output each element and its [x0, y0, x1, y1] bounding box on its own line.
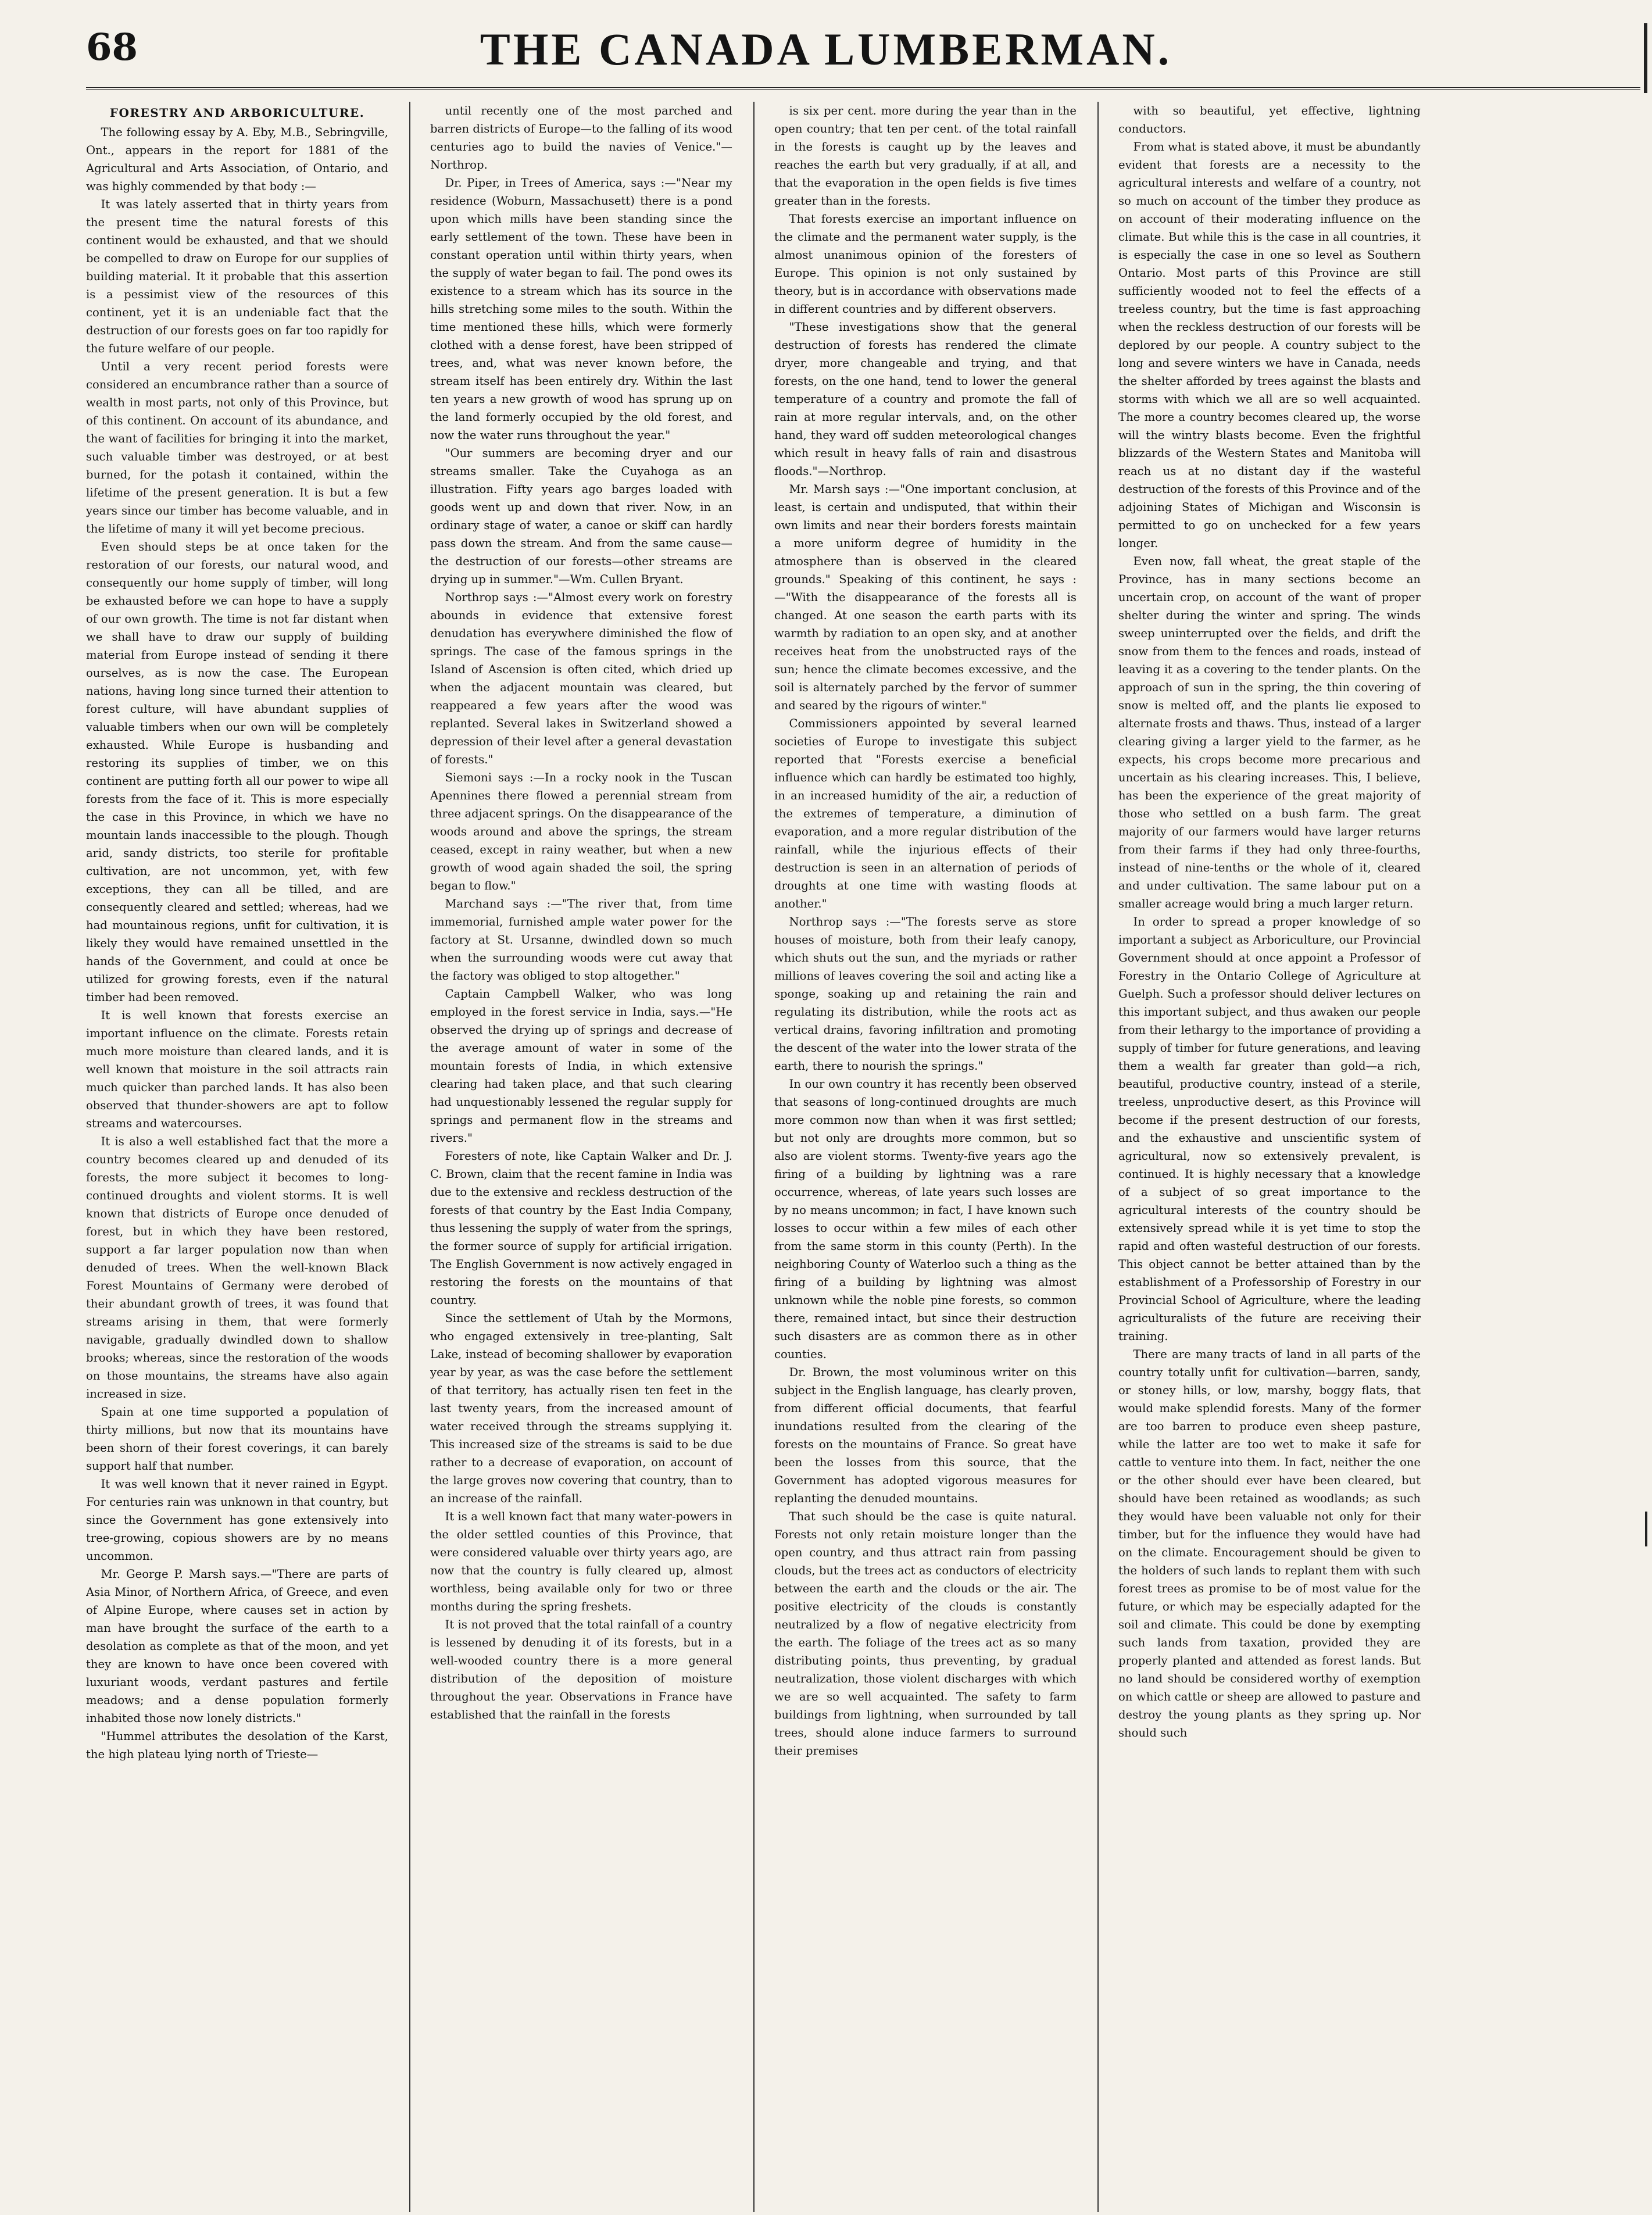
article-paragraph: Foresters of note, like Captain Walker and Dr. J. C. Brown, claim that the recent famine in India was due to the extensive and reckless destruction of the forests of that country by the East India Company, thus lessening the supply of water from the springs, the former source of supply for artificial irrigation. The English Government is now actively engaged in restoring the forests on the mountains of that country. — [430, 1149, 732, 1307]
article-paragraph: until recently one of the most parched and barren districts of Europe—to the falling of its wood centuries ago to build the navies of Venice."—Northrop. — [430, 104, 732, 172]
page-number: 68 — [86, 26, 138, 69]
article-paragraph: "Hummel attributes the desolation of the Karst, the high plateau lying north of Trieste— — [86, 1730, 388, 1761]
article-paragraph: It is a well known fact that many water-powers in the older settled counties of this Province, that were considered valuable over thirty years ago, are now that the country is fully cleared up, almost worthless, being available only for two or three months during the spring freshets. — [430, 1510, 732, 1613]
article-paragraph: with so beautiful, yet effective, lightning conductors. — [1118, 104, 1421, 135]
article-paragraph: It was lately asserted that in thirty years from the present time the natural forests of this continent would be exhausted, and that we should be compelled to draw on Europe for our supplies of building material. It it probable that this assertion is a pessimist view of the resources of this continent, yet it is an undeniable fact that the destruction of our forests goes on far too rapidly for the future welfare of our people. — [86, 198, 388, 355]
binding-edge-mark — [1645, 1512, 1647, 1546]
article-paragraph: In our own country it has recently been observed that seasons of long-continued droughts are much more common now than when it was first settled; but not only are droughts more common, but so also are violent storms. Twenty-five years ago the firing of a building by lightning was a rare occurrence, whereas, of late years such losses are by no means uncommon; in fact, I have known such losses to occur within a few miles of each other from the same storm in this county (Perth). In the neighboring County of Waterloo such a thing as the firing of a building by lightning was almost unknown while the noble pine forests, so common there, remained intact, but since their destruction such disasters are as common there as in other counties. — [774, 1077, 1077, 1361]
article-paragraph: Until a very recent period forests were considered an encumbrance rather than a source of wealth in most parts, not only of this Province, but of this continent. On account of its abundance, and the want of facilities for bringing it into the market, such valuable timber was destroyed, or at best burned, for the potash it contained, within the lifetime of the present generation. It is but a few years since our timber has become valuable, and in the lifetime of many it will yet become precious. — [86, 360, 388, 535]
newspaper-title: THE CANADA LUMBERMAN. — [480, 24, 1172, 74]
article-paragraph: That forests exercise an important influence on the climate and the permanent water supply, is the almost unanimous opinion of the foresters of Europe. This opinion is not only sustained by theory, but is in accordance with observations made in different countries and by different observers. — [774, 212, 1077, 316]
column-3 — [774, 102, 1077, 2212]
article-paragraph: Since the settlement of Utah by the Mormons, who engaged extensively in tree-planting, Salt Lake, instead of becoming shallower by evaporation year by year, as was the case before the settlement of that territory, has actually risen ten feet in the last twenty years, from the increased amount of water received through the streams supplying it. This increased size of the streams is said to be due rather to a decrease of evaporation, on account of the large groves now covering that country, than to an increase of the rainfall. — [430, 1312, 732, 1505]
article-paragraph: Dr. Piper, in Trees of America, says :—"Near my residence (Woburn, Massachusett) there is a pond upon which mills have been standing since the early settlement of the town. These have been in constant operation until within thirty years, when the supply of water began to fail. The pond owes its existence to a stream which has its source in the hills stretching some miles to the south. Within the time mentioned these hills, which were formerly clothed with a dense forest, have been stripped of trees, and, what was never known before, the stream itself has been entirely dry. Within the last ten years a new growth of wood has sprung up on the land formerly occupied by the old forest, and now the water runs throughout the year." — [430, 176, 732, 442]
article-paragraph: Mr. George P. Marsh says.—"There are parts of Asia Minor, of Northern Africa, of Greece, and even of Alpine Europe, where causes set in action by man have brought the surface of the earth to a desolation as complete as that of the moon, and yet they are known to have once been covered with luxuriant woods, verdant pastures and fertile meadows; and a dense population formerly inhabited those now lonely districts." — [86, 1567, 388, 1725]
column-4 — [1118, 102, 1421, 2212]
binding-edge-mark — [1644, 23, 1647, 93]
article-paragraph: There are many tracts of land in all parts of the country totally unfit for cultivation—barren, sandy, or stoney hills, or low, marshy, boggy flats, that would make splendid forests. Many of the former are too barren to produce even sheep pasture, while the latter are too wet to make it safe for cattle to venture into them. In fact, neither the one or the other should ever have been cleared, but should have been retained as woodlands; as such they would have been valuable not only for their timber, but for the influence they would have had on the climate. Encouragement should be given to the holders of such lands to replant them with such forest trees as promise to be of most value for the future, or which may be especially adapted for the soil and climate. This could be done by exempting such lands from taxation, provided they are properly planted and attended as forest lands. But no land should be considered worthy of exemption on which cattle or sheep are allowed to pasture and destroy the young plants as they spring up. Nor should such — [1118, 1348, 1421, 1739]
article-paragraph: Even should steps be at once taken for the restoration of our forests, our natural wood, and consequently our home supply of timber, will long be exhausted before we can hope to have a supply of our own growth. The time is not far distant when we shall have to draw our supply of building material from Europe instead of sending it there ourselves, as is now the case. The European nations, having long since turned their attention to forest culture, will have abundant supplies of valuable timbers when our own will be completely exhausted. While Europe is husbanding and restoring its supplies of timber, we on this continent are putting forth all our power to wipe all forests from the face of it. This is more especially the case in this Province, in which we have no mountain lands inaccessible to the plough. Though arid, sandy districts, too sterile for profitable cultivation, are not uncommon, yet, with few exceptions, they can all be tilled, and are consequently cleared and settled; whereas, had we had mountainous regions, unfit for cultivation, it is likely they would have remained unsettled in the hands of the Government, and could at once be utilized for growing forests, even if the natural timber had been removed. — [86, 540, 388, 1004]
article-paragraph: That such should be the case is quite natural. Forests not only retain moisture longer than the open country, and thus attract rain from passing clouds, but the trees act as conductors of electricity between the earth and the clouds or the air. The positive electricity of the clouds is constantly neutralized by a flow of negative electricity from the earth. The foliage of the trees act as so many distributing points, thus preventing, by gradual neutralization, those violent discharges with which we are so well acquainted. The safety to farm buildings from lightning, when surrounded by tall trees, should alone induce farmers to surround their premises — [774, 1510, 1077, 1757]
article-paragraph: It is well known that forests exercise an important influence on the climate. Forests retain much more moisture than cleared lands, and it is well known that moisture in the soil attracts rain much quicker than parched lands. It has also been observed that thunder-showers are apt to follow streams and watercourses. — [86, 1009, 388, 1130]
article-paragraph: Siemoni says :—In a rocky nook in the Tuscan Apennines there flowed a perennial stream from three adjacent springs. On the disappearance of the woods around and above the springs, the stream ceased, except in rainy weather, but when a new growth of wood again shaded the soil, the spring began to flow." — [430, 771, 732, 892]
article-paragraph: Captain Campbell Walker, who was long employed in the forest service in India, says.—"He observed the drying up of springs and decrease of the average amount of water in some of the mountain forests of India, in which extensive clearing had taken place, and that such clearing had unquestionably lessened the regular supply for springs and permanent flow in the streams and rivers." — [430, 987, 732, 1145]
column-divider — [409, 102, 410, 2212]
article-paragraph: "These investigations show that the general destruction of forests has rendered the climate dryer, more changeable and trying, and that forests, on the one hand, tend to lower the general temperature of a country and promote the fall of rain at more regular intervals, and, on the other hand, they ward off sudden meteorological changes which result in heavy falls of rain and disastrous floods."—Northrop. — [774, 320, 1077, 478]
article-paragraph: is six per cent. more during the year than in the open country; that ten per cent. of the total rainfall in the forests is caught up by the leaves and reaches the earth but very gradually, if at all, and that the evaporation in the open fields is five times greater than in the forests. — [774, 104, 1077, 208]
masthead — [0, 0, 1652, 102]
masthead-rule — [86, 87, 1640, 90]
column-divider — [753, 102, 755, 2212]
column-1 — [86, 102, 388, 2212]
article-paragraph: The following essay by A. Eby, M.B., Sebringville, Ont., appears in the report for 1881 of the Agricultural and Arts Association, of Ontario, and was highly commended by that body :— — [86, 126, 388, 193]
article-title: FORESTRY AND ARBORICULTURE. — [109, 106, 365, 120]
article-paragraph: It is also a well established fact that the more a country becomes cleared up and denuded of its forests, the more subject it becomes to long-continued droughts and violent storms. It is well known that districts of Europe once denuded of forest, but in which they have been restored, support a far larger population now than when denuded of trees. When the well-known Black Forest Mountains of Germany were derobed of their abundant growth of trees, it was found that streams arising in them, that were formerly navigable, gradually dwindled down to shallow brooks; whereas, since the restoration of the woods on those mountains, the streams have also again increased in size. — [86, 1135, 388, 1401]
article-body — [86, 102, 1652, 2212]
article-paragraph: Mr. Marsh says :—"One important conclusion, at least, is certain and undisputed, that within their own limits and near their borders forests maintain a more uniform degree of humidity in the atmosphere than is observed in the cleared grounds." Speaking of this continent, he says :—"With the disappearance of the forests all is changed. At one season the earth parts with its warmth by radiation to an open sky, and at another receives heat from the unobstructed rays of the sun; hence the climate becomes excessive, and the soil is alternately parched by the fervor of summer and seared by the rigours of winter." — [774, 483, 1077, 712]
article-paragraph: It was well known that it never rained in Egypt. For centuries rain was unknown in that country, but since the Government has gone extensively into tree-growing, copious showers are by no means uncommon. — [86, 1477, 388, 1563]
article-paragraph: Northrop says :—"The forests serve as store houses of moisture, both from their leafy canopy, which shuts out the sun, and the myriads or rather millions of leaves covering the soil and acting like a sponge, soaking up and retaining the rain and regulating its distribution, while the roots act as vertical drains, favoring infiltration and promoting the descent of the water into the lower strata of the earth, there to nourish the springs." — [774, 915, 1077, 1073]
article-paragraph: Spain at one time supported a population of thirty millions, but now that its mountains have been shorn of their forest coverings, it can barely support half that number. — [86, 1405, 388, 1473]
article-paragraph: Even now, fall wheat, the great staple of the Province, has in many sections become an uncertain crop, on account of the want of proper shelter during the winter and spring. The winds sweep uninterrupted over the fields, and drift the snow from them to the fences and roads, instead of leaving it as a covering to the tender plants. On the approach of sun in the spring, the thin covering of snow is melted off, and the plants lie exposed to alternate frosts and thaws. Thus, instead of a larger clearing giving a larger yield to the farmer, as he expects, his crops become more precarious and uncertain as his clearing increases. This, I believe, has been the experience of the great majority of those who settled on a bush farm. The great majority of our farmers would have larger returns from their farms if they had only three-fourths, instead of nine-tenths or the whole of it, cleared and under cultivation. The same labour put on a smaller acreage would bring a much larger return. — [1118, 555, 1421, 910]
article-paragraph: Marchand says :—"The river that, from time immemorial, furnished ample water power for the factory at St. Ursanne, dwindled down so much when the surrounding woods were cut away that the factory was obliged to stop altogether." — [430, 897, 732, 983]
article-paragraph: Northrop says :—"Almost every work on forestry abounds in evidence that extensive forest denudation has everywhere diminished the flow of springs. The case of the famous springs in the Island of Ascension is often cited, which dried up when the adjacent mountain was cleared, but reappeared a few years after the wood was replanted. Several lakes in Switzerland showed a depression of their level after a general devastation of forests." — [430, 591, 732, 766]
article-paragraph: In order to spread a proper knowledge of so important a subject as Arboriculture, our Provincial Government should at once appoint a Professor of Forestry in the Ontario College of Agriculture at Guelph. Such a professor should deliver lectures on this important subject, and thus awaken our people from their lethargy to the importance of providing a supply of timber for future generations, and leaving them a wealth far greater than gold—a rich, beautiful, productive country, instead of a sterile, treeless, unproductive desert, as this Province will become if the present destruction of our forests, and the exhaustive and unscientific system of agricultural, now so extensively prevalent, is continued. It is highly necessary that a knowledge of a subject of so great importance to the agricultural interests of the country should be extensively spread while it is yet time to stop the rapid and often wasteful destruction of our forests. This object cannot be better attained than by the establishment of a Professorship of Forestry in our Provincial School of Agriculture, where the leading agriculturalists of the future are receiving their training. — [1118, 915, 1421, 1343]
column-divider — [1097, 102, 1099, 2212]
article-paragraph: Dr. Brown, the most voluminous writer on this subject in the English language, has clearly proven, from different official documents, that fearful inundations resulted from the clearing of the forests on the mountains of France. So great have been the losses from this source, that the Government has adopted vigorous measures for replanting the denuded mountains. — [774, 1366, 1077, 1505]
column-2 — [430, 102, 732, 2212]
article-paragraph: Commissioners appointed by several learned societies of Europe to investigate this subject reported that "Forests exercise a beneficial influence which can hardly be estimated too highly, in an increased humidity of the air, a reduction of the extremes of temperature, a diminution of evaporation, and a more regular distribution of the rainfall, while the injurious effects of their destruction is seen in an alternation of periods of droughts at one time with wasting floods at another." — [774, 717, 1077, 910]
article-paragraph: "Our summers are becoming dryer and our streams smaller. Take the Cuyahoga as an illustration. Fifty years ago barges loaded with goods went up and down that river. Now, in an ordinary stage of water, a canoe or skiff can hardly pass down the stream. And from the same cause—the destruction of our forests—other streams are drying up in summer."—Wm. Cullen Bryant. — [430, 446, 732, 586]
article-paragraph: From what is stated above, it must be abundantly evident that forests are a necessity to the agricultural interests and welfare of a country, not so much on account of the timber they produce as on account of their moderating influence on the climate. But while this is the case in all countries, it is especially the case in one so level as Southern Ontario. Most parts of this Province are still sufficiently wooded not to feel the effects of a treeless country, but the time is fast approaching when the reckless destruction of our forests will be deplored by our people. A country subject to the long and severe winters we have in Canada, needs the shelter afforded by trees against the blasts and storms with which we all are so well acquainted. The more a country becomes cleared up, the worse will the wintry blasts become. Even the frightful blizzards of the Western States and Manitoba will reach us at no distant day if the wasteful destruction of the forests of this Province and of the adjoining States of Michigan and Wisconsin is permitted to go on unchecked for a few years longer. — [1118, 140, 1421, 550]
article-paragraph: It is not proved that the total rainfall of a country is lessened by denuding it of its forests, but in a well-wooded country there is a more general distribution of the deposition of moisture throughout the year. Observations in France have established that the rainfall in the forests — [430, 1618, 732, 1721]
